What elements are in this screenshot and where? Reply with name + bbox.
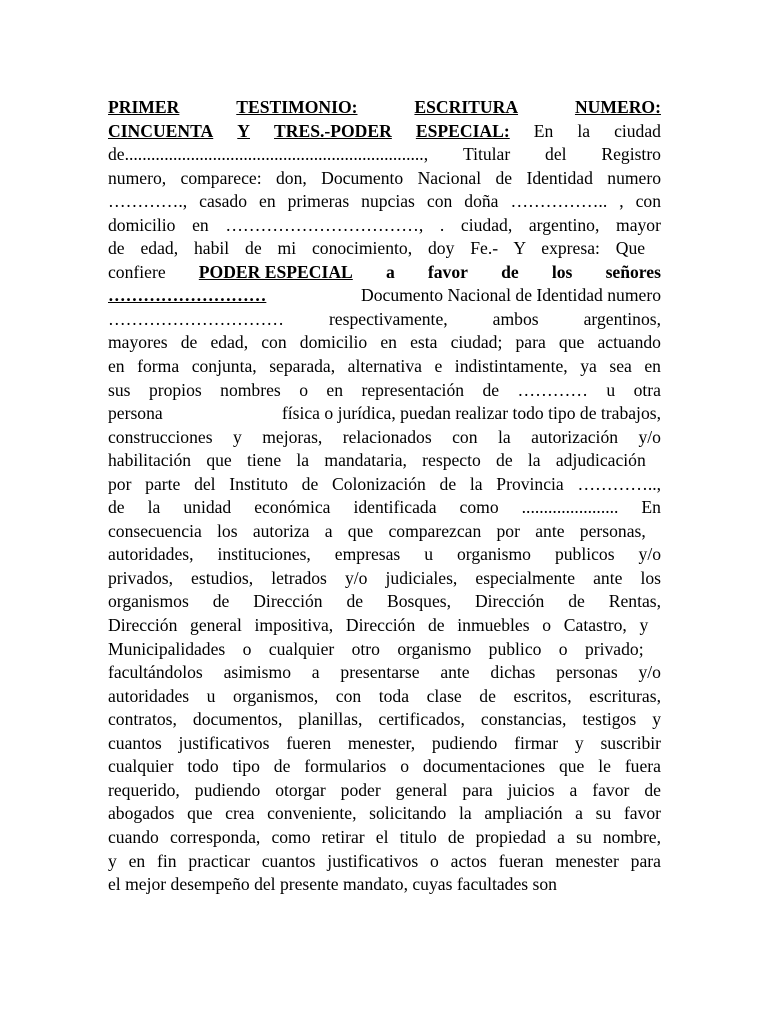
word: u bbox=[606, 379, 616, 400]
word: como bbox=[459, 497, 499, 518]
text-line: privados, estudios, letrados y/o judiciales, especialmente ante los bbox=[108, 567, 662, 588]
word: representación bbox=[361, 379, 465, 400]
word: confiere bbox=[108, 261, 166, 282]
text-line: por parte del Instituto de Colonización de la Provincia ………….., bbox=[108, 473, 662, 494]
text-line: domicilio en ……………………………, . ciudad, argentino, mayor bbox=[108, 214, 661, 235]
word: TRES.-PODER bbox=[274, 120, 392, 141]
word: En bbox=[533, 120, 554, 141]
word: Registro bbox=[601, 144, 661, 165]
word: económica bbox=[254, 497, 331, 518]
word: Y bbox=[237, 120, 250, 141]
word: la bbox=[497, 426, 511, 447]
text-line bbox=[108, 261, 661, 285]
text-line: contratos, documentos, planillas, certificados, constancias, testigos y bbox=[108, 709, 661, 730]
text-line bbox=[108, 496, 661, 520]
text-line: cuando corresponda, como retirar el titulo de propiedad a su nombre, bbox=[108, 826, 662, 847]
text-line bbox=[108, 308, 661, 332]
heading-line-1 bbox=[108, 96, 661, 120]
blank-field: ...................... bbox=[521, 497, 619, 518]
text-line: en forma conjunta, separada, alternativa e indistintamente, ya sea en bbox=[108, 356, 661, 377]
word: unidad bbox=[183, 497, 232, 518]
word: NUMERO: bbox=[574, 97, 661, 117]
text-line: autoridades u organismos, con toda clase de escritos, escrituras, bbox=[108, 685, 661, 706]
word: Documento Nacional de Identidad numero bbox=[361, 285, 661, 306]
text-line bbox=[108, 379, 661, 403]
word: la bbox=[577, 120, 591, 141]
text-line: y en fin practicar cuantos justificativos o actos fueran menester para bbox=[108, 850, 661, 871]
text-line: Municipalidades o cualquier otro organismo publico o privado; bbox=[108, 638, 644, 659]
word: señores bbox=[605, 261, 661, 282]
document-page bbox=[108, 96, 661, 897]
word: PRIMER bbox=[108, 97, 180, 117]
blank-field: ………… bbox=[517, 379, 588, 400]
word: ambos bbox=[492, 308, 539, 329]
word: favor bbox=[427, 261, 468, 282]
word: Titular bbox=[462, 144, 511, 165]
blank-field: ……………………… bbox=[108, 285, 267, 306]
word: y bbox=[233, 426, 242, 447]
word: sus bbox=[108, 379, 131, 400]
word: CINCUENTA bbox=[108, 120, 214, 141]
text-line bbox=[108, 426, 661, 450]
word: persona bbox=[108, 403, 163, 424]
word: de bbox=[482, 379, 500, 400]
text-line: autoridades, instituciones, empresas u organismo publicos y/o bbox=[108, 544, 662, 565]
word: otra bbox=[633, 379, 661, 400]
poder-especial-label: PODER ESPECIAL bbox=[198, 261, 353, 282]
word: relacionados bbox=[342, 426, 432, 447]
word: de bbox=[501, 261, 519, 282]
text-line: consecuencia los autoriza a que comparezcan por ante personas, bbox=[108, 520, 646, 541]
word: los bbox=[551, 261, 573, 282]
text-line: de edad, habil de mi conocimiento, doy Fe.- Y expresa: Que bbox=[108, 238, 646, 259]
word: ciudad bbox=[614, 120, 661, 141]
heading-line-2 bbox=[108, 120, 661, 144]
text-line: cualquier todo tipo de formularios o documentaciones que le fuera bbox=[108, 756, 661, 777]
text-line: numero, comparece: don, Documento Nacional de Identidad numero bbox=[108, 167, 662, 188]
text-line bbox=[108, 143, 661, 167]
word: nombres bbox=[220, 379, 281, 400]
word: TESTIMONIO: bbox=[236, 97, 358, 117]
word: y/o bbox=[638, 426, 661, 447]
word: identificada bbox=[353, 497, 437, 518]
text-line: habilitación que tiene la mandataria, respecto de la adjudicación bbox=[108, 450, 646, 471]
text-line: facultándolos asimismo a presentarse ante dichas personas y/o bbox=[108, 662, 661, 683]
blank-field: ………………………… bbox=[108, 308, 284, 329]
text-line bbox=[108, 402, 661, 426]
word: del bbox=[545, 144, 567, 165]
word: ESPECIAL: bbox=[415, 120, 510, 141]
word: o bbox=[299, 379, 308, 400]
word: la bbox=[147, 497, 161, 518]
word: En bbox=[641, 497, 661, 518]
word: respectivamente, bbox=[328, 308, 448, 329]
word: mejoras, bbox=[262, 426, 323, 447]
word: con bbox=[452, 426, 478, 447]
word: argentinos, bbox=[583, 308, 661, 329]
text-line: Dirección general impositiva, Dirección de inmuebles o Catastro, y bbox=[108, 615, 649, 636]
text-line: el mejor desempeño del presente mandato, cuyas facultades son bbox=[108, 874, 557, 895]
word: ESCRITURA bbox=[414, 97, 519, 117]
text-line: …………., casado en primeras nupcias con doña …………….. , con bbox=[108, 191, 662, 212]
word: física o jurídica, puedan realizar todo tipo de trabajos, bbox=[281, 403, 661, 424]
text-line bbox=[108, 284, 661, 308]
word: de bbox=[108, 497, 125, 518]
word: propios bbox=[148, 379, 202, 400]
text-line: requerido, pudiendo otorgar poder general para juicios a favor de bbox=[108, 779, 661, 800]
text-line: organismos de Dirección de Bosques, Dirección de Rentas, bbox=[108, 591, 662, 612]
word: construcciones bbox=[108, 426, 213, 447]
text-line: mayores de edad, con domicilio en esta ciudad; para que actuando bbox=[108, 332, 661, 353]
text-line: abogados que crea conveniente, solicitando la ampliación a su favor bbox=[108, 803, 662, 824]
word: autorización bbox=[531, 426, 619, 447]
text-line: cuantos justificativos fueren menester, pudiendo firmar y suscribir bbox=[108, 732, 662, 753]
word: de...................................................................., bbox=[108, 144, 429, 165]
word: en bbox=[326, 379, 344, 400]
word: a bbox=[385, 261, 395, 282]
